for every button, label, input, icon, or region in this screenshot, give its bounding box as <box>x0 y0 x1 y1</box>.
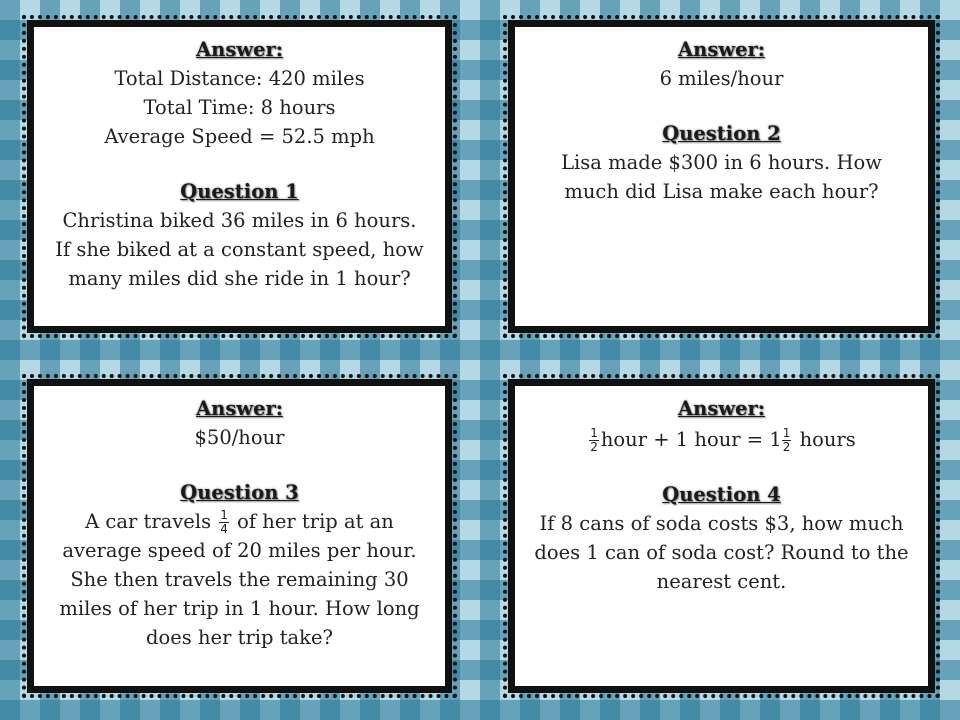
question-heading: Question 1 <box>180 180 299 203</box>
spacer <box>52 151 427 177</box>
fraction-numerator: 1 <box>220 508 228 522</box>
answer-line: 6 miles/hour <box>659 67 784 90</box>
question-heading: Question 3 <box>180 481 299 504</box>
fraction-numerator: 1 <box>590 426 598 440</box>
answer-line: $50/hour <box>194 426 285 449</box>
spacer <box>533 454 910 480</box>
answer-text-part-2: hours <box>799 428 856 451</box>
task-card-1 <box>27 20 452 333</box>
question-text: If 8 cans of soda costs $3, how much does 1 can of soda cost? Round to the nearest cent. <box>534 512 909 593</box>
task-card-4 <box>508 379 935 693</box>
spacer <box>533 93 910 119</box>
answer-heading: Answer: <box>196 38 283 61</box>
question-text: Christina biked 36 miles in 6 hours. If she biked at a constant speed, how many miles did she ride in 1 hour? <box>55 209 424 290</box>
fraction-denominator: 2 <box>590 440 598 454</box>
task-card-2 <box>508 20 935 333</box>
question-heading: Question 2 <box>662 122 781 145</box>
fraction-one-quarter <box>219 509 229 536</box>
answer-heading: Answer: <box>678 38 765 61</box>
answer-heading: Answer: <box>678 397 765 420</box>
spacer <box>52 452 427 478</box>
fraction-numerator: 1 <box>782 426 791 440</box>
question-text: Lisa made $300 in 6 hours. How much did Lisa make each hour? <box>561 151 882 203</box>
answer-heading: Answer: <box>196 397 283 420</box>
question-text-part-2: of her trip at an average speed of 20 miles per hour. She then travels the remaining 30 miles of her trip in 1 hour. How long does her trip take? <box>59 510 420 649</box>
fraction-denominator: 2 <box>782 440 791 454</box>
question-text <box>52 507 427 652</box>
task-card-3 <box>27 379 452 693</box>
answer-line-total-time: Total Time: 8 hours <box>143 96 336 119</box>
fraction-denominator: 4 <box>220 522 228 536</box>
question-text-part-1: A car travels <box>85 510 212 533</box>
answer-line-average-speed: Average Speed = 52.5 mph <box>104 125 375 148</box>
answer-line <box>533 425 910 454</box>
answer-line-total-distance: Total Distance: 420 miles <box>114 67 365 90</box>
question-heading: Question 4 <box>662 483 781 506</box>
fraction-one-half <box>782 427 792 454</box>
answer-text-part-1: hour + 1 hour = 1 <box>600 428 782 451</box>
fraction-one-half <box>589 427 599 454</box>
